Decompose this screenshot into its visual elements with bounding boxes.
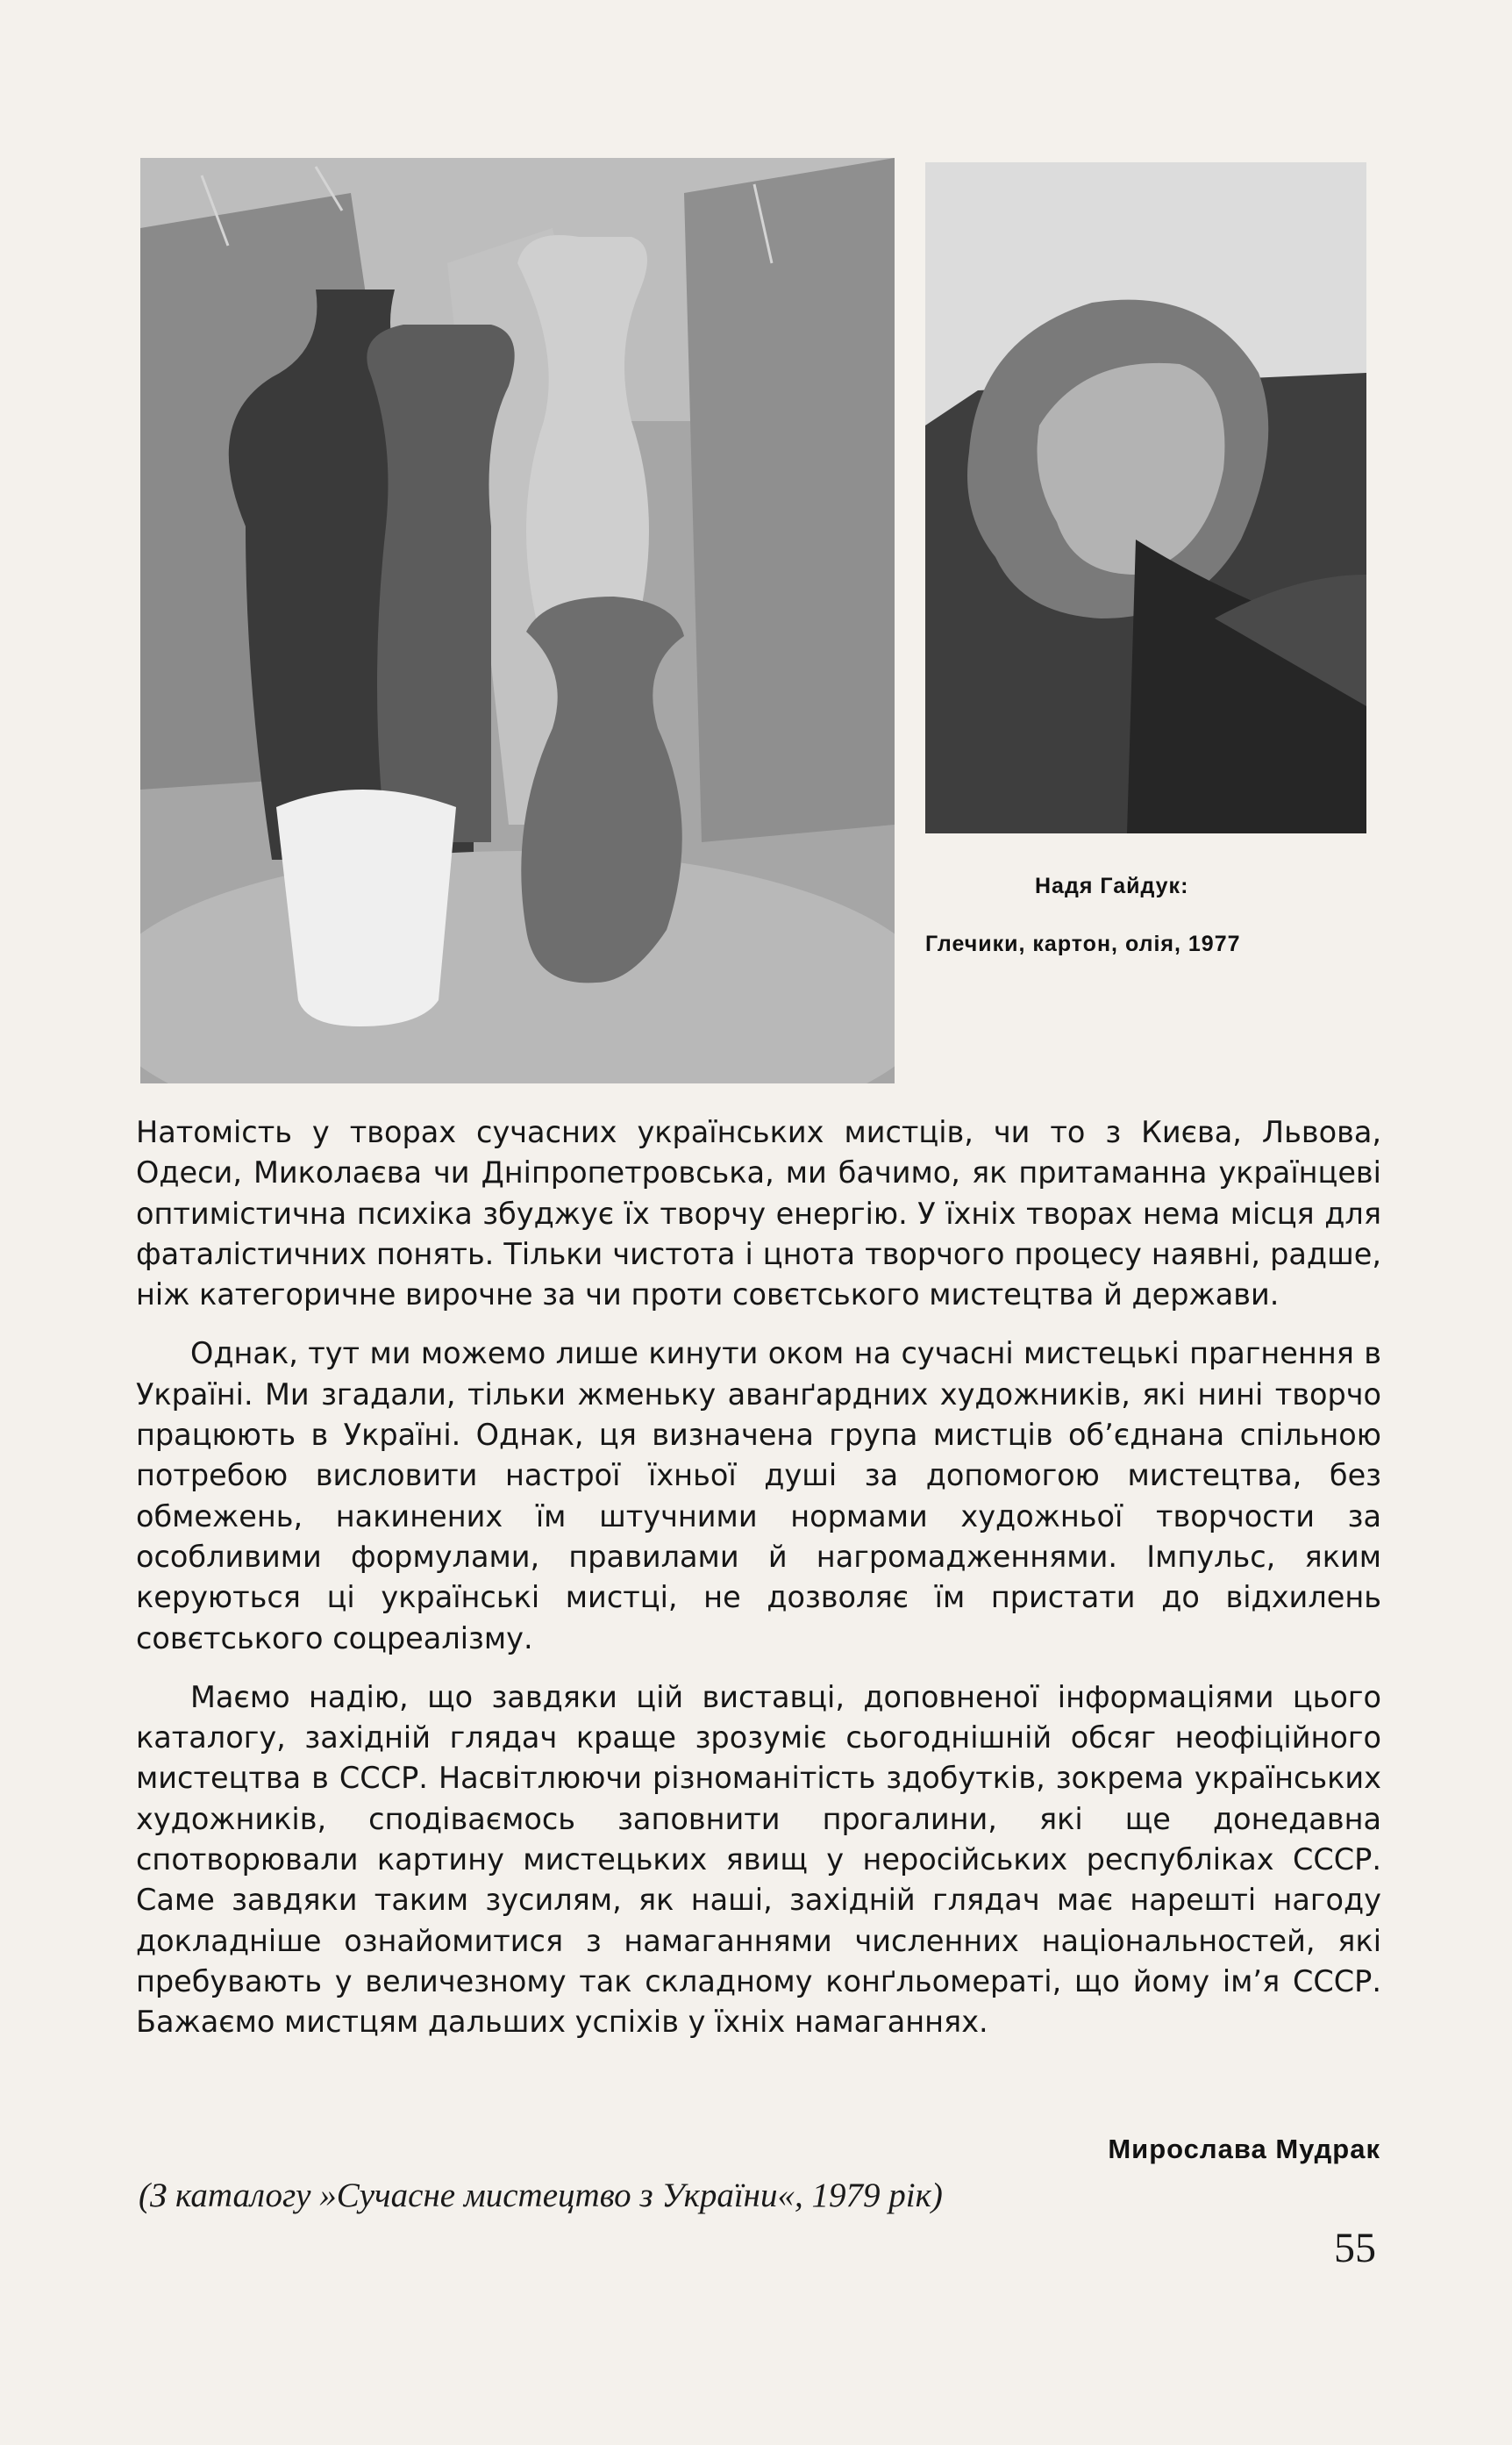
portrait-image: [925, 162, 1366, 833]
still-life-painting: [140, 158, 895, 1083]
page-number: 55: [1334, 2225, 1376, 2271]
paragraph-1: Натомість у творах сучасних українських мистців, чи то з Києва, Львова, Одеси, Миколаєва чи Дніпропетровська, ми бачимо, як притаманна українцеві оптимістична психіка збуджує їх творчу енергію. У їхніх творах нема місця для фаталістичних понять. Тільки чистота і цнота творчого процесу наявні, радше, ніж категоричне вирочне за чи проти совєтського мистецтва й держави.: [136, 1115, 1381, 1312]
author-signature: Мирослава Мудрак: [1108, 2134, 1380, 2164]
paragraph-2: Однак, тут ми можемо лише кинути оком на сучасні мистецькі прагнення в Україні. Ми згадали, тільки жменьку аванґардних художників, які нині творчо працюють в Україні. Однак, ця визначена група мистців об’єднана спільною потребою висловити настрої їхньої душі за допомогою мистецтва, без обмежень, накинених їм штучними нормами художньої творчости за особливими формулами, правилами й нагромадженнями. Імпульс, яким керуються ці українські мистці, не дозволяє їм пристати до відхилень совєтського соцреалізму.: [136, 1336, 1381, 1655]
paragraph-3: Маємо надію, що завдяки цій виставці, доповненої інформаціями цього каталогу, західній глядач краще зрозуміє сьогоднішній обсяг неофіційного мистецтва в СССР. Насвітлюючи різноманітість здобутків, зокрема українських художників, сподіваємось заповнити прогалини, які ще донедавна спотворювали картину мистецьких явищ у неросійських республіках СССР. Саме завдяки таким зусилям, як наші, західній глядач має нарешті нагоду докладніше ознайомитися з намаганнями численних національностей, які пребувають у величезному так складному конґльомераті, що йому ім’я СССР. Бажаємо мистцям дальших успіхів у їхніх намаганнях.: [136, 1679, 1381, 2040]
artist-caption: Надя Гайдук:: [1035, 874, 1189, 898]
jugs-painting-image: [140, 158, 895, 1083]
source-citation: (З каталогу »Сучасне мистецтво з України«, 1979 рік): [139, 2177, 943, 2214]
artist-portrait-photo: [925, 162, 1366, 833]
artwork-caption: Глечики, картон, олія, 1977: [925, 932, 1241, 956]
article-body: [136, 1112, 1381, 2062]
